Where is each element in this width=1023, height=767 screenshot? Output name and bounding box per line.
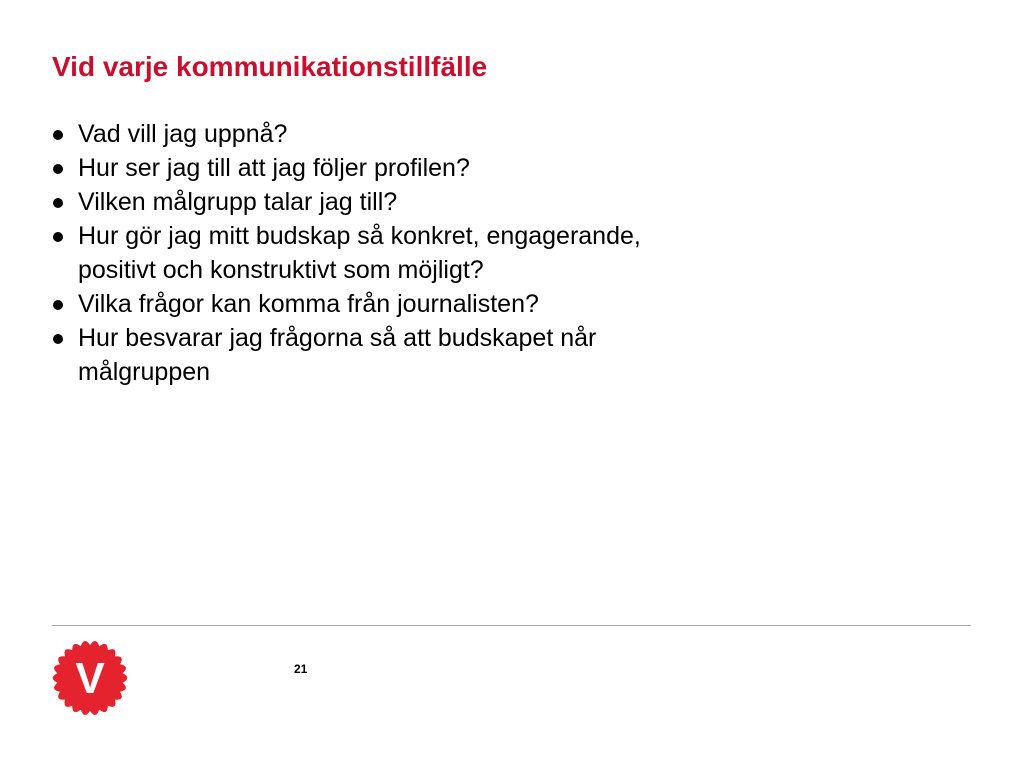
bullet-text: Vad vill jag uppnå? [78, 120, 288, 148]
logo-letter: V [75, 654, 105, 703]
bullet-dot-icon [53, 334, 63, 344]
bullet-item [52, 321, 752, 389]
bullet-dot-icon [53, 130, 63, 140]
bullet-text: Hur ser jag till att jag följer profilen? [78, 154, 470, 182]
bullet-item [52, 185, 752, 219]
red-rose-v-logo-icon [50, 638, 130, 718]
bullet-dot-icon [53, 198, 63, 208]
bullet-item [52, 151, 752, 185]
bullet-list [52, 117, 752, 389]
bullet-dot-icon [53, 164, 63, 174]
bullet-dot-icon [53, 232, 63, 242]
bullet-item [52, 287, 752, 321]
bullet-item [52, 219, 752, 287]
bullet-text: Vilken målgrupp talar jag till? [78, 188, 398, 216]
bullet-text: Hur gör jag mitt budskap så konkret, engagerande, positivt och konstruktivt som möjligt? [78, 222, 641, 284]
bullet-item [52, 117, 752, 151]
slide-title: Vid varje kommunikationstillfälle [52, 51, 488, 82]
footer-divider [52, 625, 971, 626]
bullet-text: Vilka frågor kan komma från journalisten? [78, 290, 539, 318]
page-number: 21 [294, 662, 308, 676]
bullet-dot-icon [53, 300, 63, 310]
bullet-text: Hur besvarar jag frågorna så att budskapet når målgruppen [78, 324, 597, 386]
